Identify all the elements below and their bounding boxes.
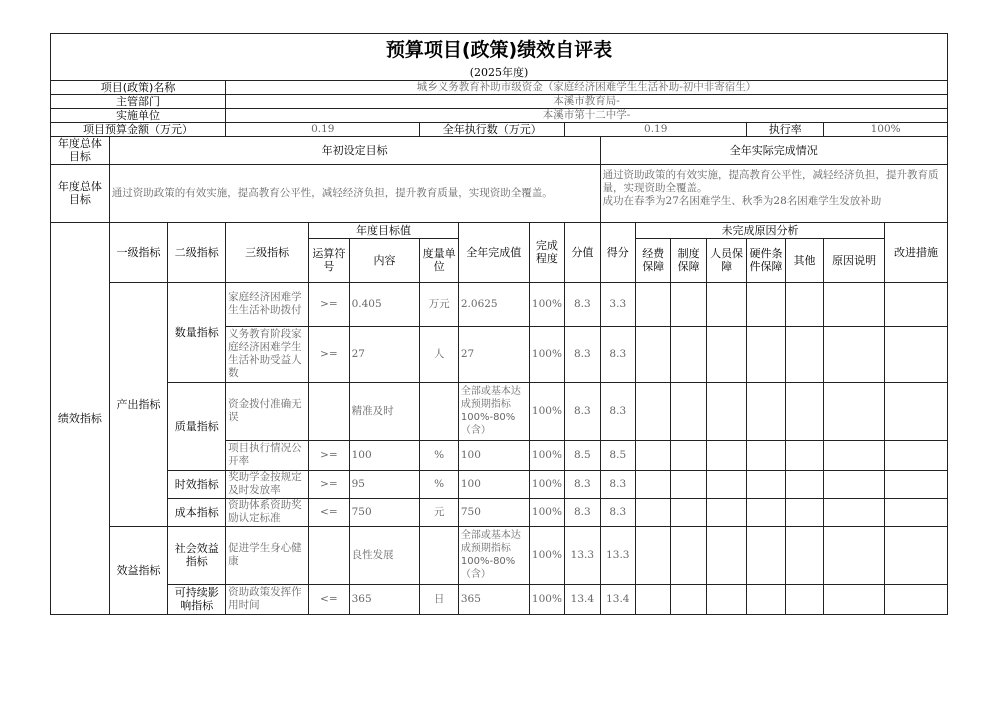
dept-value: 本溪市教育局- (226, 94, 948, 108)
indicator-unit (420, 526, 458, 584)
page-title: 预算项目(政策)绩效自评表 (51, 34, 948, 66)
indicator-op: >= (309, 470, 349, 498)
indicator-name: 资助政策发挥作用时间 (226, 584, 309, 614)
sustain-indicator-label: 可持续影响指标 (168, 584, 226, 614)
empty-cell (747, 470, 785, 498)
other-header: 其他 (785, 238, 823, 282)
exec-value: 0.19 (565, 122, 747, 136)
empty-cell (884, 584, 947, 614)
degree-header: 完成程度 (529, 222, 564, 282)
improve-header: 改进措施 (884, 222, 947, 282)
empty-cell (635, 470, 670, 498)
empty-cell (824, 326, 885, 382)
empty-cell (824, 584, 885, 614)
empty-cell (785, 526, 823, 584)
reason-analysis-header: 未完成原因分析 (635, 222, 884, 238)
empty-cell (884, 440, 947, 470)
op-header: 运算符号 (309, 238, 349, 282)
empty-cell (671, 584, 706, 614)
empty-cell (747, 326, 785, 382)
indicator-op: >= (309, 326, 349, 382)
indicator-name: 项目执行情况公开率 (226, 440, 309, 470)
empty-cell (671, 498, 706, 526)
empty-cell (635, 382, 670, 440)
empty-cell (671, 440, 706, 470)
indicator-unit: 人 (420, 326, 458, 382)
indicator-completed: 27 (458, 326, 529, 382)
unit-header: 度量单位 (420, 238, 458, 282)
self-evaluation-table (50, 33, 948, 615)
budget-label: 项目预算金额（万元） (51, 122, 226, 136)
level1-header: 一级指标 (109, 222, 168, 282)
indicator-completed: 全部或基本达成预期指标100%-80%（含） (458, 382, 529, 440)
indicator-name: 资金拨付准确无误 (226, 382, 309, 440)
social-indicator-label: 社会效益指标 (168, 526, 226, 584)
indicator-unit: % (420, 440, 458, 470)
indicator-degree: 100% (529, 526, 564, 584)
rate-value: 100% (824, 122, 948, 136)
score-header: 得分 (600, 222, 635, 282)
indicator-completed: 750 (458, 498, 529, 526)
rate-label: 执行率 (747, 122, 824, 136)
empty-cell (747, 282, 785, 326)
score-value-header: 分值 (565, 222, 600, 282)
project-name-value: 城乡义务教育补助市级资金（家庭经济困难学生生活补助-初中非寄宿生） (226, 80, 948, 94)
empty-cell (884, 382, 947, 440)
indicator-unit: 万元 (420, 282, 458, 326)
indicator-content: 0.405 (349, 282, 420, 326)
empty-cell (785, 584, 823, 614)
empty-cell (747, 382, 785, 440)
budget-value: 0.19 (226, 122, 420, 136)
indicator-op (309, 382, 349, 440)
empty-cell (635, 282, 670, 326)
indicator-content: 良性发展 (349, 526, 420, 584)
empty-cell (824, 470, 885, 498)
empty-cell (706, 498, 746, 526)
empty-cell (884, 470, 947, 498)
indicator-op (309, 526, 349, 584)
indicator-score: 13.3 (600, 526, 635, 584)
empty-cell (671, 326, 706, 382)
indicator-value: 8.3 (565, 470, 600, 498)
empty-cell (706, 584, 746, 614)
indicator-value: 8.3 (565, 326, 600, 382)
empty-cell (785, 382, 823, 440)
empty-cell (824, 382, 885, 440)
empty-cell (635, 526, 670, 584)
indicator-score: 8.3 (600, 382, 635, 440)
indicator-content: 365 (349, 584, 420, 614)
empty-cell (671, 526, 706, 584)
empty-cell (706, 382, 746, 440)
empty-cell (671, 382, 706, 440)
empty-cell (824, 440, 885, 470)
indicator-value: 13.4 (565, 584, 600, 614)
empty-cell (747, 584, 785, 614)
personnel-header: 人员保障 (706, 238, 746, 282)
output-indicator-label: 产出指标 (109, 282, 168, 526)
indicator-op: <= (309, 498, 349, 526)
project-name-label: 项目(政策)名称 (51, 80, 226, 94)
empty-cell (706, 440, 746, 470)
indicator-completed: 100 (458, 440, 529, 470)
empty-cell (706, 282, 746, 326)
cost-indicator-label: 成本指标 (168, 498, 226, 526)
empty-cell (635, 584, 670, 614)
goals-row-label-2: 年度总体目标 (51, 164, 110, 222)
completed-header: 全年完成值 (458, 222, 529, 282)
indicator-degree: 100% (529, 326, 564, 382)
indicator-value: 8.3 (565, 282, 600, 326)
empty-cell (671, 470, 706, 498)
empty-cell (706, 470, 746, 498)
funding-header: 经费保障 (635, 238, 670, 282)
quantity-indicator-label: 数量指标 (168, 282, 226, 382)
planned-goal-header: 年初设定目标 (109, 136, 600, 164)
quality-indicator-label: 质量指标 (168, 382, 226, 470)
indicator-score: 8.5 (600, 440, 635, 470)
indicator-value: 8.3 (565, 382, 600, 440)
indicator-degree: 100% (529, 584, 564, 614)
empty-cell (706, 326, 746, 382)
dept-label: 主管部门 (51, 94, 226, 108)
indicator-value: 8.3 (565, 498, 600, 526)
content-header: 内容 (349, 238, 420, 282)
indicator-op: >= (309, 282, 349, 326)
indicator-op: >= (309, 440, 349, 470)
indicator-op: <= (309, 584, 349, 614)
empty-cell (785, 282, 823, 326)
indicator-degree: 100% (529, 498, 564, 526)
empty-cell (706, 526, 746, 584)
empty-cell (884, 326, 947, 382)
empty-cell (785, 440, 823, 470)
indicator-name: 促进学生身心健康 (226, 526, 309, 584)
actual-goal-line-2: 成功在春季为27名困难学生、秋季为28名困难学生发放补助 (602, 194, 882, 207)
benefit-indicator-label: 效益指标 (109, 526, 168, 614)
indicator-score: 13.4 (600, 584, 635, 614)
timeliness-indicator-label: 时效指标 (168, 470, 226, 498)
empty-cell (785, 470, 823, 498)
empty-cell (785, 498, 823, 526)
report-year: (2025年度) (51, 66, 948, 81)
empty-cell (671, 282, 706, 326)
empty-cell (747, 440, 785, 470)
indicator-unit: % (420, 470, 458, 498)
empty-cell (785, 326, 823, 382)
actual-goal-header: 全年实际完成情况 (600, 136, 947, 164)
system-header: 制度保障 (671, 238, 706, 282)
indicator-name: 奖助学金按规定及时发放率 (226, 470, 309, 498)
actual-goal-line-1: 通过资助政策的有效实施，提高教育公平性，减轻经济负担，提升教育质量，实现资助全覆盖。 (602, 168, 939, 194)
indicator-degree: 100% (529, 440, 564, 470)
indicator-name: 义务教育阶段家庭经济困难学生生活补助受益人数 (226, 326, 309, 382)
exec-label: 全年执行数（万元） (420, 122, 565, 136)
empty-cell (635, 498, 670, 526)
indicator-degree: 100% (529, 470, 564, 498)
indicator-score: 8.3 (600, 326, 635, 382)
indicator-unit: 元 (420, 498, 458, 526)
empty-cell (824, 498, 885, 526)
unit-label: 实施单位 (51, 108, 226, 122)
indicator-score: 8.3 (600, 498, 635, 526)
planned-goal-text: 通过资助政策的有效实施，提高教育公平性，减轻经济负担，提升教育质量，实现资助全覆盖。 (109, 164, 600, 222)
goals-row-label: 年度总体目标 (51, 136, 110, 164)
empty-cell (635, 440, 670, 470)
perf-indicator-label: 绩效指标 (51, 222, 110, 614)
indicator-value: 8.5 (565, 440, 600, 470)
indicator-content: 750 (349, 498, 420, 526)
indicator-score: 3.3 (600, 282, 635, 326)
indicator-unit: 日 (420, 584, 458, 614)
empty-cell (824, 282, 885, 326)
indicator-degree: 100% (529, 382, 564, 440)
indicator-completed: 100 (458, 470, 529, 498)
empty-cell (884, 498, 947, 526)
indicator-name: 资助体系资助奖励认定标准 (226, 498, 309, 526)
empty-cell (884, 282, 947, 326)
level2-header: 二级指标 (168, 222, 226, 282)
indicator-content: 95 (349, 470, 420, 498)
level3-header: 三级指标 (226, 222, 309, 282)
empty-cell (824, 526, 885, 584)
empty-cell (747, 526, 785, 584)
unit-value: 本溪市第十二中学- (226, 108, 948, 122)
indicator-degree: 100% (529, 282, 564, 326)
empty-cell (635, 326, 670, 382)
indicator-name: 家庭经济困难学生生活补助拨付 (226, 282, 309, 326)
indicator-content: 100 (349, 440, 420, 470)
indicator-content: 精准及时 (349, 382, 420, 440)
indicator-content: 27 (349, 326, 420, 382)
hardware-header: 硬件条件保障 (747, 238, 785, 282)
actual-goal-text (600, 164, 947, 222)
indicator-score: 8.3 (600, 470, 635, 498)
annual-target-header: 年度目标值 (309, 222, 459, 238)
indicator-completed: 全部或基本达成预期指标100%-80%（含） (458, 526, 529, 584)
indicator-value: 13.3 (565, 526, 600, 584)
empty-cell (884, 526, 947, 584)
empty-cell (747, 498, 785, 526)
indicator-unit (420, 382, 458, 440)
reason-header: 原因说明 (824, 238, 885, 282)
indicator-completed: 365 (458, 584, 529, 614)
indicator-completed: 2.0625 (458, 282, 529, 326)
